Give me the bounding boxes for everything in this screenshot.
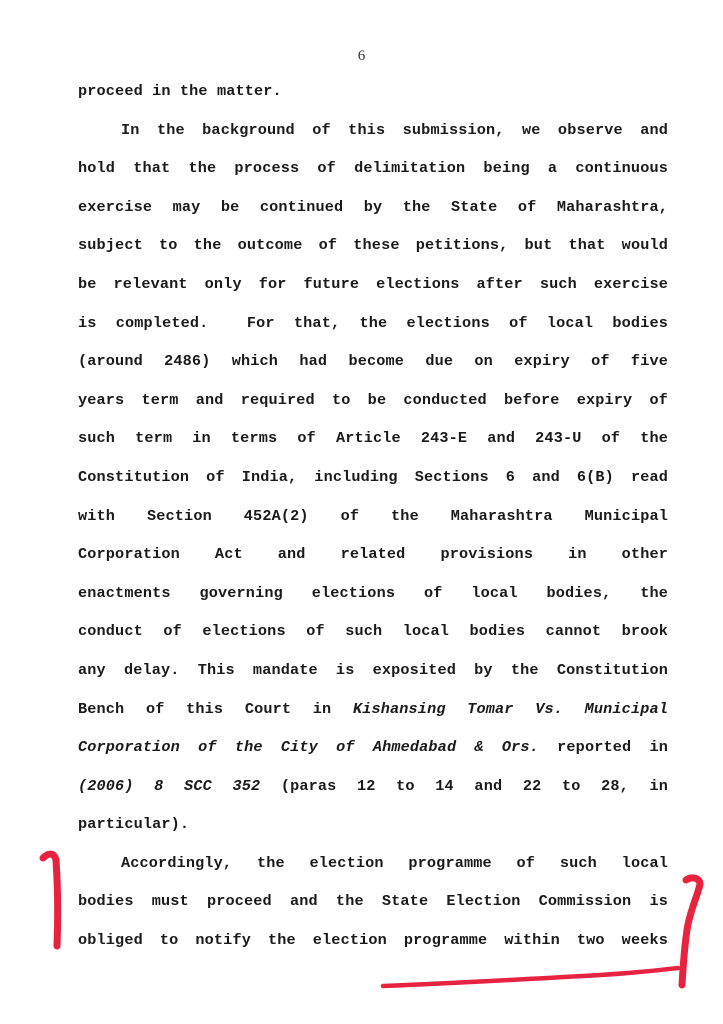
text-line: conduct of elections of such local bodies cannot brook bbox=[78, 622, 668, 641]
left-margin-mark bbox=[43, 854, 58, 946]
text-line: proceed in the matter. bbox=[78, 82, 282, 100]
text-line: Accordingly, the election programme of such local bbox=[121, 853, 668, 872]
text-line: (around 2486) which had become due on expiry of five bbox=[78, 352, 668, 371]
text-line: with Section 452A(2) of the Maharashtra Municipal bbox=[78, 506, 668, 525]
text-line: such term in terms of Article 243-E and 243-U of the bbox=[78, 429, 668, 448]
text-line: In the background of this submission, we observe and bbox=[121, 120, 668, 139]
text-segment: Bench of this Court in bbox=[78, 699, 353, 718]
text-line: be relevant only for future elections after such exercise bbox=[78, 274, 668, 293]
case-name-italic: Kishansing Tomar Vs. Municipal bbox=[352, 699, 668, 718]
page-number: 6 bbox=[357, 48, 366, 64]
text-segment: (paras 12 to 14 and 22 to 28, in bbox=[260, 776, 668, 795]
text-line: particular). bbox=[78, 815, 190, 834]
right-margin-mark bbox=[682, 878, 700, 985]
text-line: obliged to notify the election programme within two weeks bbox=[78, 931, 668, 950]
text-line: bodies must proceed and the State Election Commission is bbox=[78, 892, 668, 911]
text-line: years term and required to be conducted before expiry of bbox=[78, 390, 668, 409]
body-text bbox=[78, 78, 668, 966]
text-line bbox=[78, 734, 668, 773]
text-line: enactments governing elections of local bodies, the bbox=[78, 583, 668, 602]
text-segment: reported in bbox=[538, 738, 669, 757]
text-line: Corporation Act and related provisions in other bbox=[78, 545, 668, 564]
underline-stroke bbox=[383, 968, 678, 986]
text-line bbox=[78, 696, 668, 735]
text-line: exercise may be continued by the State of Maharashtra, bbox=[78, 197, 668, 216]
text-line: Constitution of India, including Sections 6 and 6(B) read bbox=[78, 467, 668, 486]
text-line: is completed. For that, the elections of local bodies bbox=[78, 313, 668, 332]
text-line: any delay. This mandate is exposited by the Constitution bbox=[78, 660, 668, 679]
text-line: hold that the process of delimitation being a continuous bbox=[78, 159, 668, 178]
citation-italic: (2006) 8 SCC 352 bbox=[78, 776, 261, 795]
case-name-italic: Corporation of the City of Ahmedabad & Ors. bbox=[78, 738, 539, 757]
text-line: subject to the outcome of these petitions, but that would bbox=[78, 236, 668, 255]
text-line bbox=[78, 773, 668, 812]
